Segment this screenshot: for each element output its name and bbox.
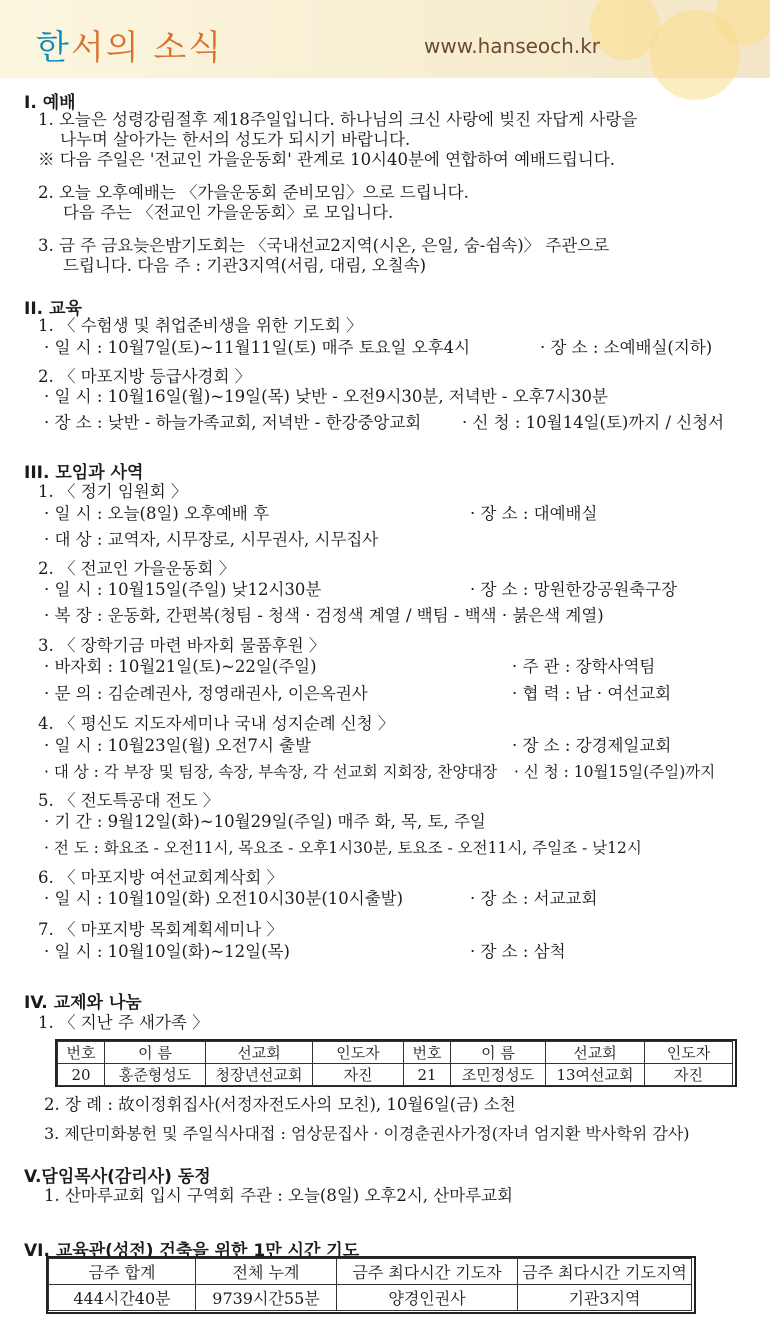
- table-header-cell: 이 름: [451, 1042, 546, 1064]
- detail-line: · 전 도 : 화요조 - 오전11시, 목요조 - 오후1시30분, 토요조 - 오전11시, 주일조 - 낮12시: [44, 839, 642, 857]
- detail-line: · 기 간 : 9월12일(화)~10월29일(주일) 매주 화, 목, 토, 주일: [44, 812, 486, 831]
- detail-line: · 장 소 : 서교교회: [470, 889, 598, 908]
- item-title: 2. 〈 마포지방 등급사경회 〉: [38, 367, 252, 386]
- item-title: 1. 〈 지난 주 새가족 〉: [38, 1013, 209, 1032]
- detail-line: 1. 산마루교회 입시 구역회 주관 : 오늘(8일) 오후2시, 산마루교회: [44, 1186, 513, 1205]
- section-heading-education: II. 교육: [24, 299, 82, 319]
- detail-line: · 바자회 : 10월21일(토)~22일(주일): [44, 657, 317, 676]
- table-cell: 444시간40분: [49, 1285, 196, 1311]
- text-line: 2. 오늘 오후예배는 〈가을운동회 준비모임〉으로 드립니다.: [38, 183, 469, 202]
- text-line: 드립니다. 다음 주 : 기관3지역(서림, 대림, 오칠속): [63, 256, 427, 275]
- table-header-cell: 이 름: [105, 1042, 206, 1064]
- detail-line: · 일 시 : 10월7일(토)~11월11일(토) 매주 토요일 오후4시: [44, 338, 471, 357]
- section-heading-pastor: V.담임목사(감리사) 동정: [24, 1167, 211, 1187]
- table-header-cell: 선교회: [206, 1042, 313, 1064]
- detail-line: · 문 의 : 김순례권사, 정영래권사, 이은옥권사: [44, 684, 368, 703]
- section-heading-fellowship: IV. 교제와 나눔: [24, 993, 142, 1013]
- item-title: 3. 〈 장학기금 마련 바자회 물품후원 〉: [38, 636, 326, 655]
- detail-line: · 일 시 : 10월10일(화)~12일(목): [44, 942, 290, 961]
- table-header-cell: 인도자: [313, 1042, 404, 1064]
- detail-line: · 장 소 : 강경제일교회: [512, 736, 672, 755]
- section-heading-worship: I. 예배: [24, 93, 76, 113]
- table-cell: 20: [58, 1064, 105, 1086]
- table-header-cell: 인도자: [645, 1042, 733, 1064]
- table-header-cell: 전체 누계: [196, 1259, 337, 1285]
- text-line: 1. 오늘은 성령강림절후 제18주일입니다. 하나님의 크신 사랑에 빚진 자답게 사랑을: [38, 110, 638, 129]
- detail-line: · 장 소 : 대예배실: [470, 504, 598, 523]
- detail-line: · 신 청 : 10월15일(주일)까지: [514, 763, 716, 781]
- table-header-cell: 금주 최다시간 기도자: [337, 1259, 518, 1285]
- table-header-cell: 번호: [58, 1042, 105, 1064]
- table-cell: 홍준형성도: [105, 1064, 206, 1086]
- detail-line: · 신 청 : 10월14일(토)까지 / 신청서: [462, 413, 725, 432]
- detail-line: · 대 상 : 교역자, 시무장로, 시무권사, 시무집사: [44, 530, 379, 549]
- table-row: [58, 1064, 733, 1086]
- table-row: [49, 1285, 692, 1311]
- detail-line: 2. 장 례 : 故이정휘집사(서정자전도사의 모친), 10월6일(금) 소천: [44, 1095, 516, 1114]
- table-cell: 자진: [313, 1064, 404, 1086]
- table-cell: 양경인권사: [337, 1285, 518, 1311]
- website-url[interactable]: www.hanseoch.kr: [424, 34, 600, 58]
- item-title: 5. 〈 전도특공대 전도 〉: [38, 791, 220, 810]
- detail-line: · 복 장 : 운동화, 간편복(청팀 - 청색 · 검정색 계열 / 백팀 - 백색 · 붉은색 계열): [44, 606, 604, 625]
- detail-line: · 장 소 : 낮반 - 하늘가족교회, 저녁반 - 한강중앙교회: [44, 413, 422, 432]
- table-header-cell: 선교회: [546, 1042, 645, 1064]
- detail-line: · 협 력 : 남 · 여선교회: [512, 684, 672, 703]
- item-title: 1. 〈 수험생 및 취업준비생을 위한 기도회 〉: [38, 316, 363, 335]
- table-header-cell: 금주 최다시간 기도지역: [518, 1259, 692, 1285]
- prayer-hours-table: [48, 1258, 692, 1311]
- detail-line: · 주 관 : 장학사역팀: [512, 657, 656, 676]
- item-title: 4. 〈 평신도 지도자세미나 국내 성지순례 신청 〉: [38, 714, 395, 733]
- text-line: 나누며 살아가는 한서의 성도가 되시기 바랍니다.: [60, 130, 411, 149]
- item-title: 1. 〈 정기 임원회 〉: [38, 482, 188, 501]
- notice-line: ※ 다음 주일은 '전교인 가을운동회' 관계로 10시40분에 연합하여 예배드립니다.: [38, 150, 615, 169]
- newsletter-title: 한서의 소식: [36, 28, 224, 68]
- item-title: 7. 〈 마포지방 목회계획세미나 〉: [38, 920, 284, 939]
- table-header-row: [58, 1042, 733, 1064]
- text-line: 다음 주는 〈전교인 가을운동회〉로 모입니다.: [63, 203, 394, 222]
- new-members-table: [57, 1041, 733, 1086]
- table-cell: 13여선교회: [546, 1064, 645, 1086]
- item-title: 6. 〈 마포지방 여선교회계삭회 〉: [38, 868, 284, 887]
- detail-line: · 일 시 : 10월15일(주일) 낮12시30분: [44, 580, 322, 599]
- table-header-cell: 금주 합계: [49, 1259, 196, 1285]
- item-title: 2. 〈 전교인 가을운동회 〉: [38, 559, 236, 578]
- section-heading-prayer: VI. 교육관(성전) 건축을 위한 1만 시간 기도: [24, 1241, 360, 1261]
- page-header: [0, 0, 770, 78]
- section-heading-meetings: III. 모임과 사역: [24, 463, 144, 483]
- table-cell: 청장년선교회: [206, 1064, 313, 1086]
- table-cell: 기관3지역: [518, 1285, 692, 1311]
- detail-line: · 일 시 : 10월10일(화) 오전10시30분(10시출발): [44, 889, 404, 908]
- detail-line: · 일 시 : 10월23일(월) 오전7시 출발: [44, 736, 312, 755]
- table-header-cell: 번호: [404, 1042, 451, 1064]
- table-cell: 21: [404, 1064, 451, 1086]
- detail-line: · 일 시 : 오늘(8일) 오후예배 후: [44, 504, 270, 523]
- table-header-row: [49, 1259, 692, 1285]
- detail-line: · 장 소 : 망원한강공원축구장: [470, 580, 678, 599]
- detail-line: · 일 시 : 10월16일(월)~19일(목) 낮반 - 오전9시30분, 저녁반 - 오후7시30분: [44, 387, 608, 406]
- table-cell: 9739시간55분: [196, 1285, 337, 1311]
- text-line: 3. 금 주 금요늦은밤기도회는 〈국내선교2지역(시온, 은일, 숨-쉼속)〉 주관으로: [38, 236, 610, 255]
- detail-line: · 대 상 : 각 부장 및 팀장, 속장, 부속장, 각 선교회 지회장, 찬양대장: [44, 763, 498, 781]
- table-cell: 자진: [645, 1064, 733, 1086]
- detail-line: · 장 소 : 삼척: [470, 942, 566, 961]
- detail-line: 3. 제단미화봉헌 및 주일식사대접 : 엄상문집사 · 이경춘권사가정(자녀 엄지환 박사학위 감사): [44, 1124, 690, 1143]
- table-cell: 조민정성도: [451, 1064, 546, 1086]
- detail-line: · 장 소 : 소예배실(지하): [540, 338, 713, 357]
